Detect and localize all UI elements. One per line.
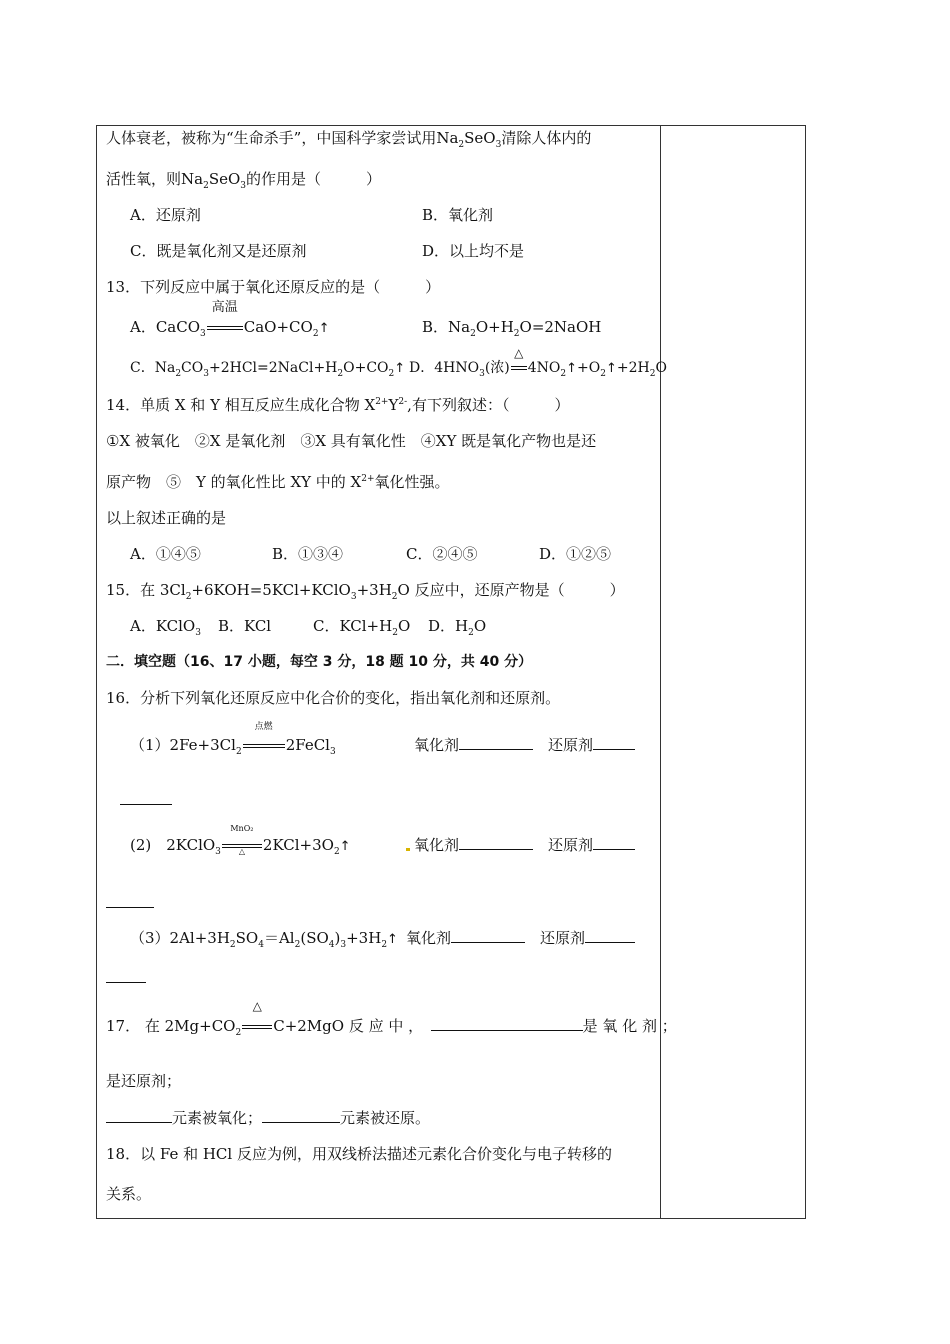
gas-arrow-icon: ↑ [605, 361, 617, 376]
q16-r3-answer-continued [106, 968, 146, 988]
section-title: 二．填空题（16、17 小题，每空 3 分，18 题 10 分，共 40 分） [106, 654, 533, 670]
q15-stem: 15．在 $3Cl_2+6KOH=5KCl+KClO_3+3H_2O$ 反应中，还原产物是（ ） [106, 581, 625, 602]
q18-line-2: 关系。 [106, 1185, 152, 1203]
q16-r1-answer-continued [120, 790, 172, 810]
q16-r2-answers: 氧化剂 还原剂 [414, 835, 635, 855]
q14-option-a: A．①④⑤ [130, 545, 201, 563]
q14-stem: 14．单质 X 和 Y 相互反应生成化合物 $X^{2+}Y^{2-}$,有下列叙述：（ ） [106, 396, 570, 414]
q15-option-d: D．$H_2O$ [428, 617, 487, 638]
q14-statements-line-2: 原产物 ⑤ Y 的氧化性比 XY 中的 $X^{2+}$氧化性强。 [106, 473, 450, 491]
high-temp-condition: 高温 [207, 317, 243, 337]
q16-reaction-2: (2) 2KClO$_3$ MnO₂ △ $2KCl+3O_2↑$ [130, 824, 351, 857]
answer-blank[interactable] [106, 1108, 172, 1123]
q16-r3-answers: 氧化剂 还原剂 [406, 928, 635, 948]
q15-option-c: C．$KCl+H_2O$ [313, 617, 411, 638]
q12-option-d: D．以上均不是 [422, 242, 525, 260]
answer-blank[interactable] [106, 893, 154, 908]
q17-line-3: 元素被氧化； 元素被还原。 [106, 1108, 430, 1128]
q18-line-1: 18．以 Fe 和 HCl 反应为例，用双线桥法描述元素化合价变化与电子转移的 [106, 1145, 612, 1163]
q13-option-a: A．CaCO$_3$ 高温 $CaO+CO_2↑$ [130, 300, 330, 339]
answer-blank[interactable] [593, 735, 635, 750]
q14-option-b: B．①③④ [272, 545, 344, 563]
q13-option-b: B．$Na_2O+H_2O=2NaOH$ [422, 318, 602, 339]
q16-r1-answers: 氧化剂 还原剂 [414, 735, 635, 755]
gas-arrow-icon: ↑ [339, 839, 351, 854]
answer-blank[interactable] [459, 835, 533, 850]
answer-blank[interactable] [451, 928, 525, 943]
catalyst-condition: MnO₂ △ [222, 835, 262, 855]
q12-option-b: B．氧化剂 [422, 206, 494, 224]
q13-option-d: D．$4HNO_3$(浓) △ $4NO_2↑+O_2↑+2H_2O$ [409, 346, 667, 379]
q17-line-1: 17． 在 $2Mg+CO_2$ △ C+2MgO 反 应 中 ， 是 氧 化 剂 ； [106, 999, 677, 1038]
q14-option-d: D．①②⑤ [539, 545, 612, 563]
intro-line-1: 人体衰老，被称为“生命杀手”，中国科学家尝试用$Na_2SeO_3$清除人体内的 [106, 129, 592, 150]
answer-blank[interactable] [106, 968, 146, 983]
heat-condition: △ [511, 358, 527, 378]
q13-stem: 13．下列反应中属于氧化还原反应的是（ ） [106, 278, 441, 296]
q16-r2-answer-continued [106, 893, 154, 913]
answer-blank[interactable] [459, 735, 533, 750]
answer-blank[interactable] [593, 835, 635, 850]
gas-arrow-icon: ↑ [318, 321, 330, 336]
q17-line-2: 是还原剂； [106, 1072, 182, 1090]
q16-reaction-3: $(3)2Al+3H_2SO_4=Al_2(SO_4)_3+3H_2↑$ [130, 929, 398, 950]
q14-prompt: 以上叙述正确的是 [106, 509, 227, 527]
answer-blank[interactable] [262, 1108, 340, 1123]
q15-option-a: A．KClO$_3$ [130, 617, 201, 638]
q16-stem: 16．分析下列氧化还原反应中化合价的变化，指出氧化剂和还原剂。 [106, 689, 561, 707]
q12-option-a: A．还原剂 [130, 206, 201, 224]
heat-condition: △ [242, 1016, 272, 1036]
q16-reaction-1: $(1)2Fe+3Cl_2$ 点燃 2FeCl$_3$ [130, 722, 336, 757]
q12-option-c: C．既是氧化剂又是还原剂 [130, 242, 307, 260]
answer-blank[interactable] [431, 1016, 583, 1031]
answer-blank[interactable] [120, 790, 172, 805]
q15-option-b: B．KCl [218, 617, 272, 635]
q14-statements-line-1: ①X 被氧化 ②X 是氧化剂 ③X 具有氧化性 ④XY 既是氧化产物也是还 [106, 432, 597, 450]
gas-arrow-icon: ↑ [387, 932, 398, 947]
gas-arrow-icon: ↑ [394, 361, 406, 376]
intro-line-2: 活性氧，则$Na_2SeO_3$的作用是（ ） [106, 170, 382, 191]
column-divider [660, 125, 661, 1219]
ink-mark [406, 848, 410, 851]
ignite-condition: 点燃 [243, 735, 285, 755]
q14-option-c: C．②④⑤ [406, 545, 478, 563]
gas-arrow-icon: ↑ [566, 361, 578, 376]
answer-blank[interactable] [585, 928, 635, 943]
q13-option-c: C．$Na_2CO_3+2HCl=2NaCl+H_2O+CO_2↑$ [130, 360, 406, 379]
